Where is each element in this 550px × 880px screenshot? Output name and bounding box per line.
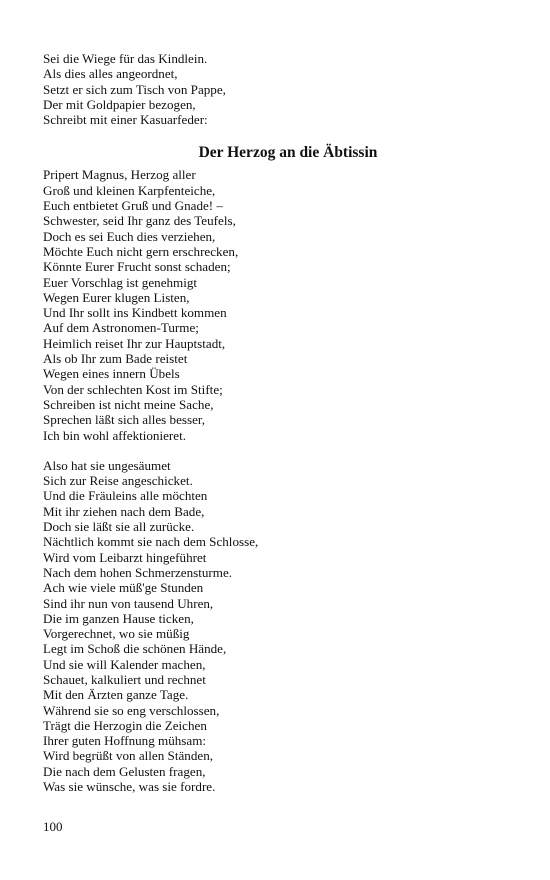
verse-line: Wird vom Leibarzt hingeführet	[43, 549, 207, 565]
verse-line: Trägt die Herzogin die Zeichen	[43, 717, 207, 733]
stanza-gap	[43, 443, 513, 458]
verse-line: Pripert Magnus, Herzog aller	[43, 167, 196, 183]
verse-line: Möchte Euch nicht gern erschrecken,	[43, 243, 239, 259]
poem-title: Der Herzog an die Äbtissin	[198, 144, 378, 162]
verse-line: Die im ganzen Hause ticken,	[43, 610, 194, 626]
verse-line: Setzt er sich zum Tisch von Pappe,	[43, 81, 226, 97]
verse-line: Während sie so eng verschlossen,	[43, 702, 220, 718]
verse-line: Als dies alles angeordnet,	[43, 66, 178, 82]
verse-line: Schreiben ist nicht meine Sache,	[43, 396, 214, 412]
stanza-1	[43, 167, 513, 442]
verse-line: Euch entbietet Gruß und Gnade! –	[43, 198, 223, 214]
verse-line: Doch es sei Euch dies verziehen,	[43, 228, 216, 244]
verse-line: Ach wie viele müß'ge Stunden	[43, 580, 204, 596]
verse-line: Legt im Schoß die schönen Hände,	[43, 641, 227, 657]
verse-line: Sind ihr nun von tausend Uhren,	[43, 595, 214, 611]
verse-line: Vorgerechnet, wo sie müßig	[43, 626, 190, 642]
verse-line: Und Ihr sollt ins Kindbett kommen	[43, 305, 227, 321]
verse-line: Mit den Ärzten ganze Tage.	[43, 687, 189, 703]
verse-line: Was sie wünsche, was sie fordre.	[43, 779, 216, 795]
verse-line: Und die Fräuleins alle möchten	[43, 488, 208, 504]
verse-line: Heimlich reiset Ihr zur Hauptstadt,	[43, 335, 226, 351]
verse-line: Könnte Eurer Frucht sonst schaden;	[43, 259, 231, 275]
verse-line: Also hat sie ungesäumet	[43, 457, 171, 473]
verse-line: Der mit Goldpapier bezogen,	[43, 96, 196, 112]
verse-line: Nach dem hohen Schmerzensturme.	[43, 564, 233, 580]
verse-line: Schreibt mit einer Kasuarfeder:	[43, 112, 208, 128]
verse-line: Schauet, kalkuliert und rechnet	[43, 671, 206, 687]
verse-line: Doch sie läßt sie all zurücke.	[43, 519, 195, 535]
verse-line: Sei die Wiege für das Kindlein.	[43, 51, 208, 66]
verse-line: Wegen eines innern Übels	[43, 366, 180, 382]
verse-line: Ich bin wohl affektionieret.	[43, 427, 187, 443]
verse-line: Sich zur Reise angeschicket.	[43, 473, 193, 489]
verse-line: Wegen Eurer klugen Listen,	[43, 289, 190, 305]
page-number: 100	[43, 819, 63, 834]
verse-line: Als ob Ihr zum Bade reistet	[43, 351, 188, 367]
verse-line: Auf dem Astronomen-Turme;	[43, 320, 199, 336]
verse-line: Mit ihr ziehen nach dem Bade,	[43, 503, 205, 519]
verse-line: Und sie will Kalender machen,	[43, 656, 206, 672]
verse-line: Sprechen läßt sich alles besser,	[43, 412, 206, 428]
stanza-2	[43, 458, 513, 795]
intro-lines	[43, 51, 513, 127]
verse-line: Euer Vorschlag ist genehmigt	[43, 274, 198, 290]
verse-line: Schwester, seid Ihr ganz des Teufels,	[43, 213, 236, 229]
page-body	[43, 51, 513, 794]
verse-line: Groß und kleinen Karpfenteiche,	[43, 182, 216, 198]
verse-line: Wird begrüßt von allen Ständen,	[43, 748, 214, 764]
verse-line: Nächtlich kommt sie nach dem Schlosse,	[43, 534, 259, 550]
verse-line: Die nach dem Gelusten fragen,	[43, 763, 206, 779]
verse-line: Von der schlechten Kost im Stifte;	[43, 381, 223, 397]
verse-line: Ihrer guten Hoffnung mühsam:	[43, 733, 207, 749]
